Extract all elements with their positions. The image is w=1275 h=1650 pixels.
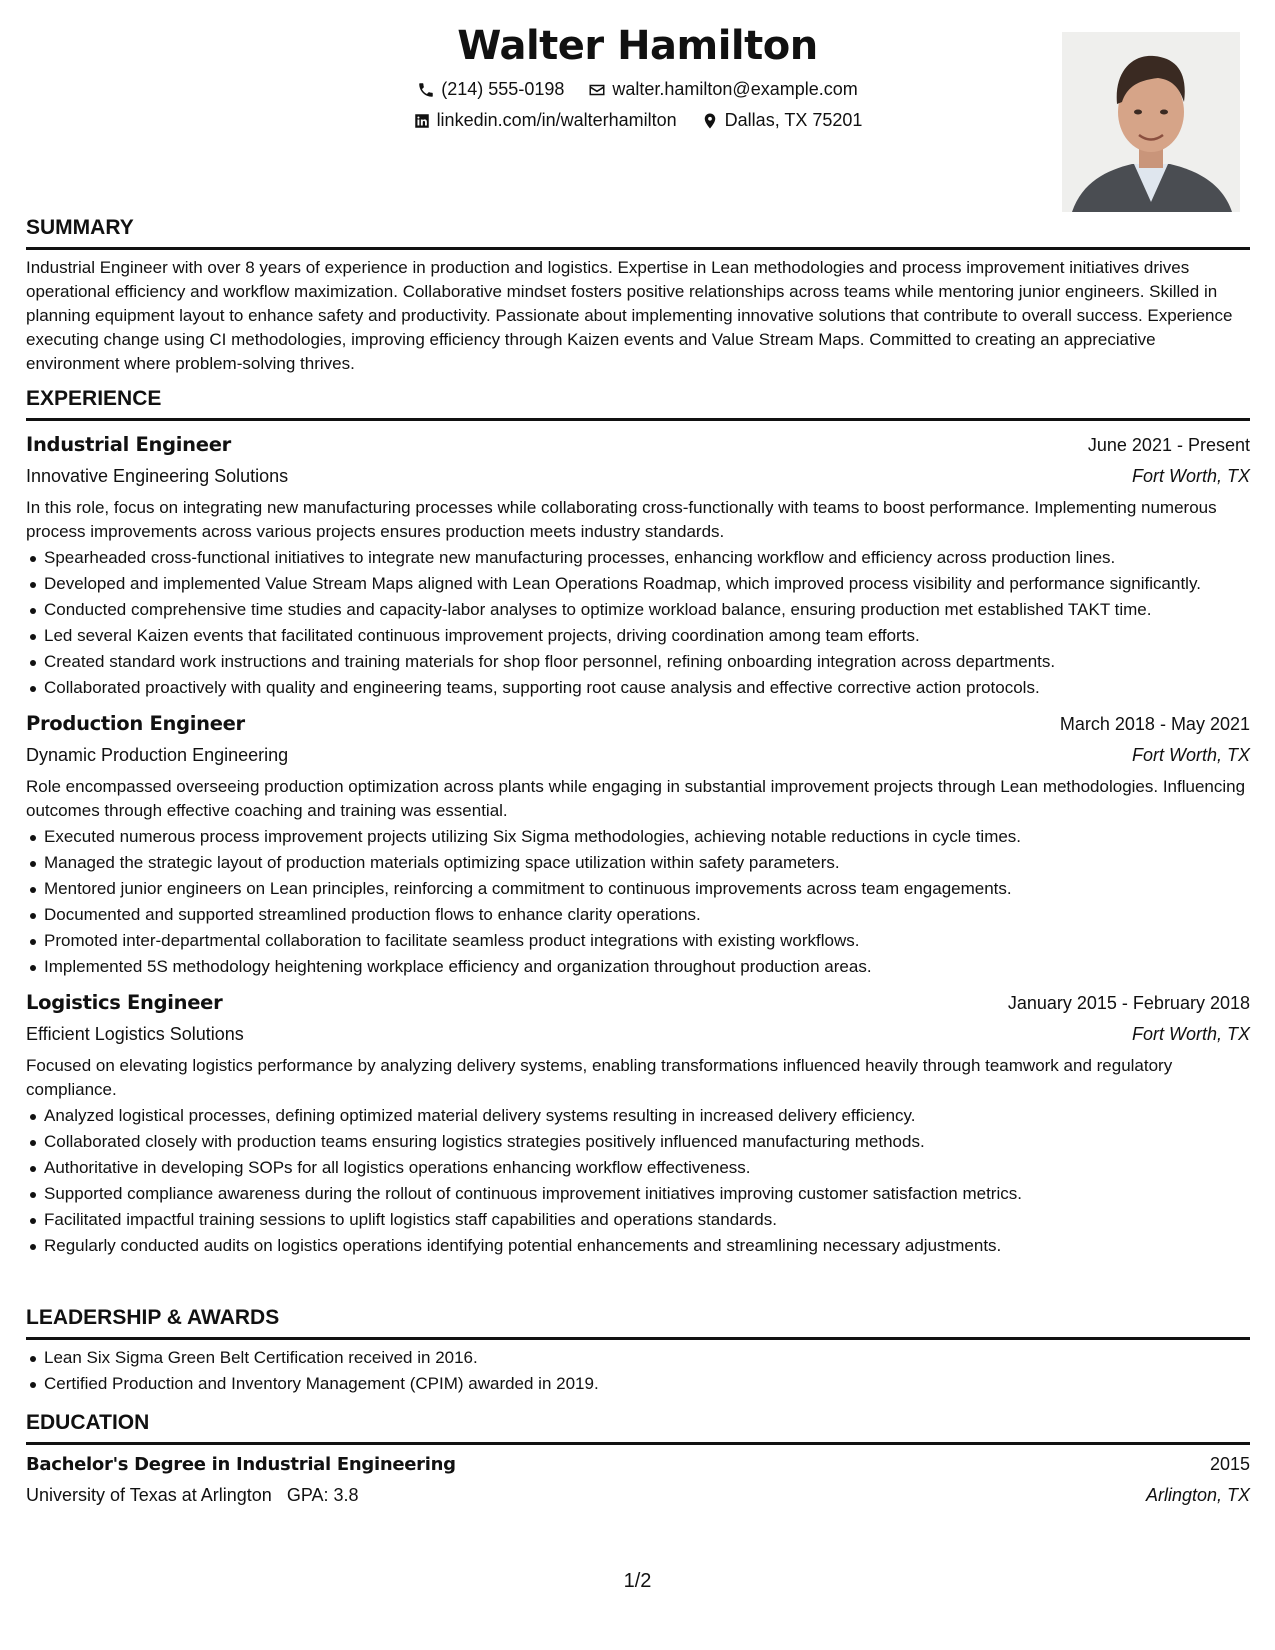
email-contact[interactable] xyxy=(588,74,857,105)
bullet-item: Authoritative in developing SOPs for all logistics operations enhancing workflow effectiveness. xyxy=(44,1156,1250,1180)
award-item: Certified Production and Inventory Management (CPIM) awarded in 2019. xyxy=(44,1372,1250,1396)
bullet-item: Facilitated impactful training sessions to uplift logistics staff capabilities and operations standards. xyxy=(44,1208,1250,1232)
bullet-item: Conducted comprehensive time studies and capacity-labor analyses to optimize workload balance, ensuring production met established TAKT time. xyxy=(44,598,1250,622)
job-entry xyxy=(26,987,1250,1258)
job-title: Logistics Engineer xyxy=(26,991,223,1014)
experience-section xyxy=(26,384,1250,1258)
job-dates: January 2015 - February 2018 xyxy=(1007,993,1250,1013)
bullet-item: Analyzed logistical processes, defining optimized material delivery systems resulting in increased delivery efficiency. xyxy=(44,1104,1250,1128)
bullet-item: Created standard work instructions and training materials for shop floor personnel, refining onboarding integration across departments. xyxy=(44,650,1250,674)
leadership-section xyxy=(26,1303,1250,1396)
page-number: 1/2 xyxy=(623,1570,652,1592)
job-location: Fort Worth, TX xyxy=(1131,745,1250,765)
job-description: Role encompassed overseeing production optimization across plants while engaging in substantial improvement projects through Lean methodologies. Influencing outcomes through effective coaching and training was essential. xyxy=(26,777,1246,820)
education-section xyxy=(26,1408,1250,1510)
candidate-name: Walter Hamilton xyxy=(457,23,818,69)
bullet-item: Spearheaded cross-functional initiatives to integrate new manufacturing processes, enhancing workflow and efficiency across production lines. xyxy=(44,546,1250,570)
job-bullets xyxy=(26,1104,1250,1258)
summary-text: Industrial Engineer with over 8 years of experience in production and logistics. Expertise in Lean methodologies and process improvement initiatives drives operational efficiency and workflow maximization. Collaborative mindset fosters positive relationships across teams while mentoring junior engineers. Skilled in planning equipment layout to enhance safety and productivity. Passionate about implementing innovative solutions that contribute to overall success. Experience executing change using CI methodologies, improving efficiency through Kaizen events and Value Stream Maps. Committed to creating an appreciative environment where problem-solving thrives. xyxy=(26,258,1233,373)
profile-photo xyxy=(1062,32,1240,212)
school-name: University of Texas at Arlington xyxy=(26,1485,272,1505)
education-heading: EDUCATION xyxy=(26,1408,1250,1445)
location-contact xyxy=(701,105,863,136)
bullet-item: Collaborated proactively with quality and engineering teams, supporting root cause analysis and effective corrective action protocols. xyxy=(44,676,1250,700)
bullet-item: Managed the strategic layout of production materials optimizing space utilization within safety parameters. xyxy=(44,851,1250,875)
job-company: Dynamic Production Engineering xyxy=(26,745,289,765)
job-dates: March 2018 - May 2021 xyxy=(1059,714,1250,734)
bullet-item: Promoted inter-departmental collaboration to facilitate seamless product integrations with existing workflows. xyxy=(44,929,1250,953)
graduation-year: 2015 xyxy=(1209,1454,1250,1474)
envelope-icon xyxy=(588,81,606,99)
job-company: Efficient Logistics Solutions xyxy=(26,1024,244,1044)
bullet-item: Implemented 5S methodology heightening workplace efficiency and organization throughout production areas. xyxy=(44,955,1250,979)
location-text: Dallas, TX 75201 xyxy=(724,110,863,130)
leadership-heading: LEADERSHIP & AWARDS xyxy=(26,1303,1250,1340)
linkedin-icon xyxy=(413,112,431,130)
map-pin-icon xyxy=(701,112,719,130)
job-dates: June 2021 - Present xyxy=(1087,435,1250,455)
gpa: GPA: 3.8 xyxy=(286,1485,359,1505)
job-title: Production Engineer xyxy=(26,712,245,735)
job-entry xyxy=(26,429,1250,700)
linkedin-url: linkedin.com/in/walterhamilton xyxy=(436,110,677,130)
bullet-item: Led several Kaizen events that facilitated continuous improvement projects, driving coordination among team efforts. xyxy=(44,624,1250,648)
award-list xyxy=(26,1346,1250,1396)
phone-icon xyxy=(417,81,435,99)
job-description: In this role, focus on integrating new manufacturing processes while collaborating cross-functionally with teams to boost performance. Implementing numerous process improvements across various projects ensures production meets industry standards. xyxy=(26,498,1217,541)
job-bullets xyxy=(26,825,1250,979)
job-company: Innovative Engineering Solutions xyxy=(26,466,289,486)
job-entry xyxy=(26,708,1250,979)
bullet-item: Executed numerous process improvement projects utilizing Six Sigma methodologies, achieving notable reductions in cycle times. xyxy=(44,825,1250,849)
bullet-item: Collaborated closely with production teams ensuring logistics strategies positively influenced manufacturing methods. xyxy=(44,1130,1250,1154)
experience-heading: EXPERIENCE xyxy=(26,384,1250,421)
email-address: walter.hamilton@example.com xyxy=(612,79,858,99)
summary-section xyxy=(26,213,1250,376)
bullet-item: Documented and supported streamlined production flows to enhance clarity operations. xyxy=(44,903,1250,927)
school-location: Arlington, TX xyxy=(1145,1485,1250,1505)
bullet-item: Regularly conducted audits on logistics operations identifying potential enhancements and streamlining necessary adjustments. xyxy=(44,1234,1250,1258)
bullet-item: Supported compliance awareness during the rollout of continuous improvement initiatives improving customer satisfaction metrics. xyxy=(44,1182,1250,1206)
job-location: Fort Worth, TX xyxy=(1131,1024,1250,1044)
summary-heading: SUMMARY xyxy=(26,213,1250,250)
linkedin-contact[interactable] xyxy=(413,105,677,136)
degree-name: Bachelor's Degree in Industrial Engineering xyxy=(26,1454,456,1475)
phone-contact xyxy=(417,74,564,105)
bullet-item: Developed and implemented Value Stream Maps aligned with Lean Operations Roadmap, which improved process visibility and performance significantly. xyxy=(44,572,1250,596)
job-location: Fort Worth, TX xyxy=(1131,466,1250,486)
bullet-item: Mentored junior engineers on Lean principles, reinforcing a commitment to continuous improvements across team engagements. xyxy=(44,877,1250,901)
job-bullets xyxy=(26,546,1250,700)
award-item: Lean Six Sigma Green Belt Certification received in 2016. xyxy=(44,1346,1250,1370)
job-description: Focused on elevating logistics performance by analyzing delivery systems, enabling transformations influenced heavily through teamwork and regulatory compliance. xyxy=(26,1056,1173,1099)
phone-number: (214) 555-0198 xyxy=(441,79,565,99)
job-title: Industrial Engineer xyxy=(26,433,231,456)
